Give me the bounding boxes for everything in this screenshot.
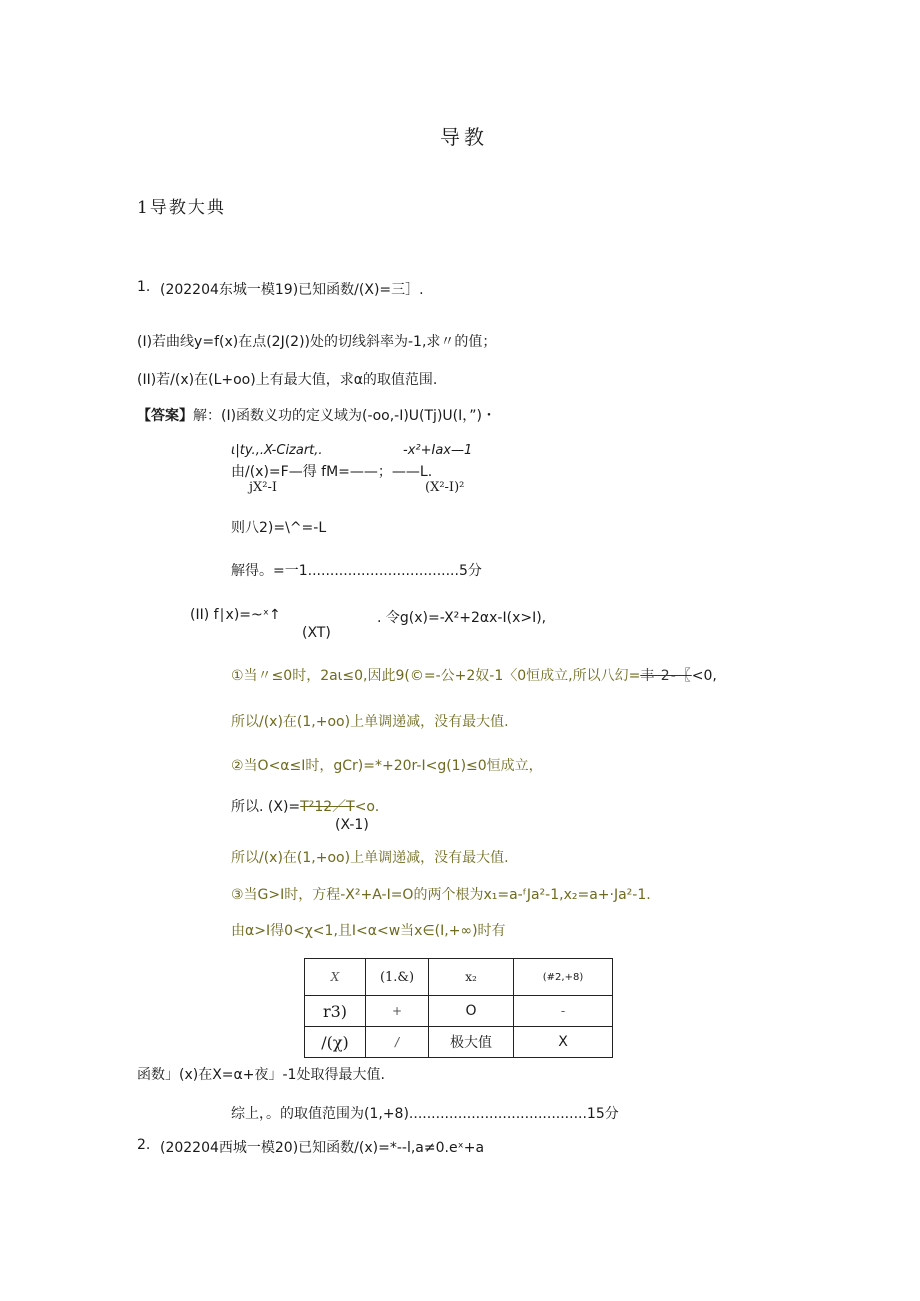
- part2-let: . 令g(x)=-X²+2αx-I(x>I),: [377, 610, 547, 626]
- case-3-line: ③当G>I时，方程-X²+A-I=O的两个根为x₁=a-ᶠJa²-1,x₂=a+·Ja²-1.: [231, 887, 651, 903]
- table-cell: -: [514, 996, 613, 1027]
- variation-table: [304, 958, 613, 1058]
- table-cell: +: [366, 996, 429, 1027]
- problem-1-statement: (202204东城一模19)已知函数/(X)=三］.: [160, 282, 424, 298]
- case-1-conclusion: 所以/(x)在(1,+oo)上单调递减，没有最大值.: [231, 714, 509, 730]
- case-2-struck-formula: T²12／T: [300, 799, 355, 815]
- table-cell: X: [305, 959, 366, 996]
- derivative-value-line: 则八2)=\^=-L: [231, 520, 327, 536]
- problem-2-number: 2.: [137, 1137, 151, 1153]
- answer-label: 【答案】: [137, 408, 193, 424]
- table-cell: r3): [305, 996, 366, 1027]
- section-heading: 1导教大典: [137, 198, 226, 218]
- table-row: [305, 1027, 613, 1058]
- table-cell: O: [429, 996, 514, 1027]
- part2-derivative: (II) f∣x)=~ˣ↑: [190, 607, 281, 623]
- summary-line: 综上，。的取值范围为(1,+8)........................................15分: [231, 1106, 619, 1122]
- case-3-condition: 由α>I得0<χ<1,且I<α<w当x∈(I,+∞)时有: [231, 923, 506, 939]
- case-2-so: 所以. (X)=: [231, 799, 301, 815]
- table-row: [305, 959, 613, 996]
- table-row: [305, 996, 613, 1027]
- problem-1-number: 1.: [137, 279, 151, 295]
- table-cell: /(χ): [305, 1027, 366, 1058]
- formula-top-left: ι|ty.,.X-Cizart,.: [231, 443, 323, 458]
- solve-line: 解得。=一1..................................5分: [231, 563, 482, 579]
- problem-1-part-1: (I)若曲线y=f(x)在点(2J(2))处的切线斜率为-1,求〃的值；: [137, 334, 497, 350]
- case-1-tail: <0,: [691, 668, 717, 684]
- case-2-denominator: (X-1): [335, 817, 369, 833]
- case-2-line: ②当O<α≤I时，gCr)=*+20r-I<g(1)≤0恒成立，: [231, 758, 543, 774]
- case-1-line: [231, 665, 717, 685]
- answer-text: 解：(I)函数义功的定义域为(-oo,-I)U(Tj)U(I，”)・: [193, 408, 496, 424]
- formula-top-right: -x²+Iax—1: [403, 443, 473, 458]
- answer-line: [137, 405, 496, 425]
- part2-denominator: (XT): [302, 625, 331, 641]
- table-cell: (1.&): [366, 959, 429, 996]
- formula-bottom-left: jX²-I: [249, 480, 278, 495]
- table-cell: x₂: [429, 959, 514, 996]
- max-value-line: 函数」(x)在X=α+夜」-1处取得最大值.: [137, 1067, 385, 1083]
- table-cell: (#2,+8): [514, 959, 613, 996]
- case-1-text: ①当〃≤0时，2aι≤0,因此9(©=-公+2奴-1〈0恒成立,所以八幻=: [231, 668, 641, 684]
- case-2-conclusion: 所以/(x)在(1,+oo)上单调递减，没有最大值.: [231, 850, 509, 866]
- case-1-struck-formula: 丰 2-〖: [640, 668, 692, 684]
- table-cell: X: [514, 1027, 613, 1058]
- page-title: 导教: [440, 125, 488, 149]
- table-cell: 极大值: [429, 1027, 514, 1058]
- case-2-tail: <o.: [354, 799, 380, 815]
- formula-middle: 由/(x)=F—得 fM=——；——L.: [231, 464, 433, 480]
- problem-2-statement: (202204西城一模20)已知函数/(x)=*--l,a≠0.eˣ+a: [160, 1140, 485, 1156]
- case-2-so-line: [231, 796, 379, 816]
- formula-bottom-right: (X²-I)²: [425, 480, 465, 495]
- table-cell: /: [366, 1027, 429, 1058]
- problem-1-part-2: (II)若/(x)在(L+oo)上有最大值，求α的取值范围.: [137, 372, 438, 388]
